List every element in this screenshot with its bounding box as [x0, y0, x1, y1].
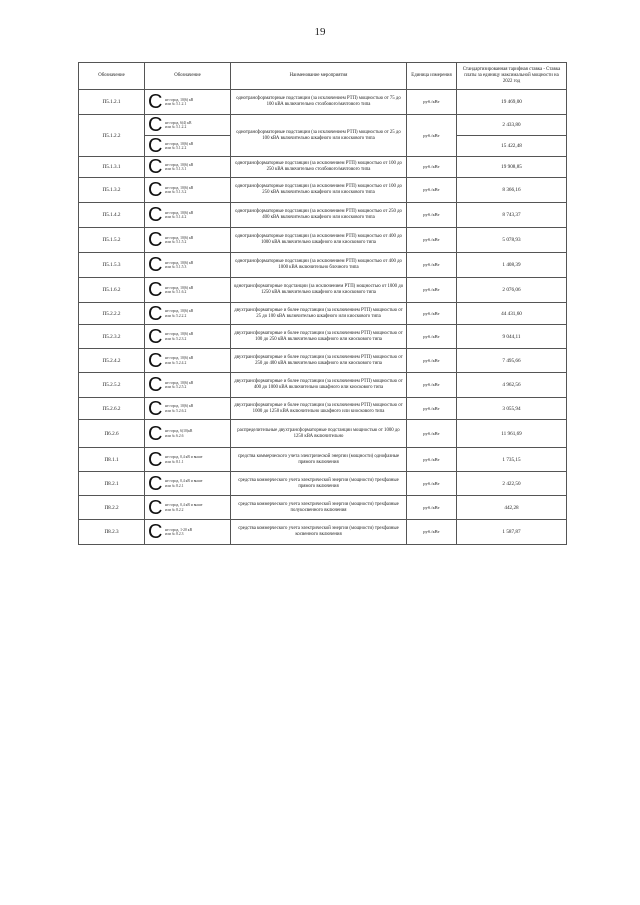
row-code: П5.1.3.1	[79, 157, 145, 178]
row-code: П5.2.5.2	[79, 373, 145, 398]
row-rate-value: 8 743,37	[457, 203, 567, 228]
row-unit: руб./кВт	[407, 520, 457, 545]
row-code: П8.2.1	[79, 472, 145, 496]
table-row	[79, 398, 567, 420]
mark-letter: С	[148, 254, 163, 276]
table-header-row	[79, 63, 567, 90]
row-rate-value: 5 078,93	[457, 228, 567, 253]
row-description: средства коммерческого учета электрической энергии (мощности) трехфазные косвенного включения	[231, 520, 407, 545]
row-rate-value: 11 961,69	[457, 420, 567, 448]
row-code: П5.1.3.2	[79, 178, 145, 203]
row-mark	[145, 420, 231, 448]
mark-letter: С	[148, 496, 163, 519]
mark-line-2: или № 8.2.2	[165, 507, 184, 512]
mark-line-1: не город, 10(6) кВ	[165, 380, 194, 385]
row-unit: руб./кВт	[407, 178, 457, 203]
row-rate-value: 7 495,66	[457, 349, 567, 373]
mark-line-1: не город, 0,4 кВ и выше	[165, 455, 203, 459]
mark-line-1: не город, 10(6) кВ	[165, 97, 194, 102]
row-unit: руб./кВт	[407, 448, 457, 472]
mark-line-1: не город, 10(6) кВ	[165, 210, 194, 215]
mark-line-2: или № 5.2.4.2	[165, 360, 187, 365]
row-code: П8.2.3	[79, 520, 145, 545]
row-rate-value: 2 433,80	[457, 115, 567, 136]
mark-line-2: или № 5.2.2.2	[165, 313, 187, 318]
row-rate-value: 19 469,00	[457, 90, 567, 115]
row-rate-value: 1 408,39	[457, 253, 567, 278]
row-description: однотрансформаторные подстанции (за исключением РТП) мощностью от 400 до 1000 кВА включительно шкафного или киоскового типа	[231, 228, 407, 253]
header-mark: Обозначение	[145, 63, 231, 90]
row-code: П6.2.6	[79, 420, 145, 448]
mark-letter: С	[148, 156, 163, 178]
mark-line-2: или № 5.1.3.2	[165, 190, 187, 194]
row-code: П5.1.2.2	[79, 115, 145, 157]
row-mark	[145, 157, 231, 178]
row-rate-value: 1 735,15	[457, 448, 567, 472]
row-mark	[145, 520, 231, 545]
header-unit: Единица измерения	[407, 63, 457, 90]
table-row	[79, 496, 567, 520]
mark-letter: С	[148, 422, 163, 445]
row-rate-value: 9 044,11	[457, 325, 567, 349]
row-unit: руб./кВт	[407, 90, 457, 115]
row-unit: руб./кВт	[407, 157, 457, 178]
mark-letter: С	[148, 91, 163, 113]
mark-line-2: или № 5.1.2.2	[165, 146, 187, 150]
row-unit: руб./кВт	[407, 253, 457, 278]
mark-letter: С	[148, 349, 163, 372]
row-unit: руб./кВт	[407, 496, 457, 520]
row-rate-value: 19 908,85	[457, 157, 567, 178]
mark-line-1: не город, 1-20 кВ	[165, 527, 193, 532]
mark-line-2: или № 8.1.1	[165, 459, 184, 464]
row-description: однотрансформаторные подстанции (за исключением РТП) мощностью от 250 до 400 кВА включительно шкафного или киоскового типа	[231, 203, 407, 228]
mark-line-2: или № 5.1.6.2	[165, 290, 187, 294]
table-row	[79, 178, 567, 203]
row-mark	[145, 398, 231, 420]
table-row	[79, 472, 567, 496]
table-row	[79, 203, 567, 228]
row-unit: руб./кВт	[407, 203, 457, 228]
row-description: двухтрансформаторные и более подстанции (за исключением РТП) мощностью от 100 до 250 кВА включительно шкафного или киоскового типа	[231, 325, 407, 349]
row-mark	[145, 303, 231, 325]
row-code: П5.2.2.2	[79, 303, 145, 325]
row-description: однотрансформаторные подстанции (за исключением РТП) мощностью от 100 до 250 кВА включительно столбового/мачтового типа	[231, 157, 407, 178]
mark-line-1: не город, 6(10)кВ	[165, 429, 193, 433]
row-mark	[145, 472, 231, 496]
row-rate-value: 15 422,48	[457, 136, 567, 157]
mark-line-1: не город, 10(6) кВ	[165, 260, 194, 265]
mark-letter: С	[148, 397, 163, 420]
row-unit: руб./кВт	[407, 278, 457, 303]
row-mark	[145, 325, 231, 349]
row-rate-value: 2 076,06	[457, 278, 567, 303]
row-mark	[145, 349, 231, 373]
row-mark	[145, 90, 231, 115]
row-rate-value: 2 422,50	[457, 472, 567, 496]
row-unit: руб./кВт	[407, 325, 457, 349]
mark-line-2: или № 5.1.4.2	[165, 215, 187, 219]
row-unit: руб./кВт	[407, 398, 457, 420]
mark-line-2: или № 5.1.2.2	[165, 125, 187, 129]
row-unit: руб./кВт	[407, 115, 457, 157]
tariff-table	[78, 62, 567, 545]
mark-line-1: не город, 10(6) кВ	[165, 141, 194, 146]
mark-line-2: или № 5.2.6.2	[165, 408, 187, 413]
mark-line-2: или № 8.2.3	[165, 532, 184, 536]
row-code: П5.2.4.2	[79, 349, 145, 373]
mark-line-1: не город, 10(6) кВ	[165, 235, 194, 240]
row-unit: руб./кВт	[407, 373, 457, 398]
table-row	[79, 115, 567, 136]
table-row	[79, 349, 567, 373]
mark-letter: С	[148, 114, 163, 136]
mark-line-2: или № 5.1.3.1	[165, 167, 187, 171]
mark-line-1: не город, 0,4 кВ и выше	[165, 503, 203, 507]
row-unit: руб./кВт	[407, 228, 457, 253]
mark-letter: С	[148, 302, 163, 325]
mark-line-1: не город, 10(6) кВ	[165, 356, 194, 360]
mark-line-1: не город, 10(6) кВ	[165, 332, 194, 336]
row-code: П5.2.3.2	[79, 325, 145, 349]
mark-line-2: или № 5.1.2.1	[165, 102, 187, 106]
row-mark	[145, 373, 231, 398]
row-description: однотрансформаторные подстанции (за исключением РТП) мощностью от 1000 до 1250 кВА включительно шкафного или киоскового типа	[231, 278, 407, 303]
mark-line-2: или № 5.1.5.3	[165, 265, 187, 269]
row-mark	[145, 228, 231, 253]
table-row	[79, 420, 567, 448]
table-row	[79, 253, 567, 278]
mark-letter: С	[148, 204, 163, 226]
row-description: двухтрансформаторные и более подстанции (за исключением РТП) мощностью от 1000 до 1250 кВА включительно шкафного или киоскового типа	[231, 398, 407, 420]
row-rate-value: 4 962,56	[457, 373, 567, 398]
row-rate-value: 442,28	[457, 496, 567, 520]
row-mark	[145, 448, 231, 472]
mark-line-2: или № 8.2.1	[165, 483, 184, 488]
row-mark	[145, 203, 231, 228]
table-row	[79, 373, 567, 398]
row-description: средства коммерческого учета электрической энергии (мощности) однофазные прямого включения	[231, 448, 407, 472]
table-row	[79, 303, 567, 325]
row-code: П5.1.5.3	[79, 253, 145, 278]
row-description: двухтрансформаторные и более подстанции (за исключением РТП) мощностью от 25 до 100 кВА включительно шкафного или киоскового типа	[231, 303, 407, 325]
row-description: однотрансформаторные подстанции (за исключением РТП) мощностью от 400 до 1000 кВА включительно блочного типа	[231, 253, 407, 278]
header-code: Обозначение	[79, 63, 145, 90]
mark-line-2: или № 5.2.5.2	[165, 385, 187, 389]
row-description: однотрансформаторные подстанции (за исключением РТП) мощностью от 100 до 250 кВА включительно шкафного или киоскового типа	[231, 178, 407, 203]
mark-letter: С	[148, 374, 163, 396]
row-unit: руб./кВт	[407, 349, 457, 373]
mark-letter: С	[148, 521, 163, 543]
row-description: однотрансформаторные подстанции (за исключением РТП) мощностью от 25 до 100 кВА включительно шкафного или киоскового типа	[231, 115, 407, 157]
row-rate-value: 44 431,60	[457, 303, 567, 325]
row-code: П8.2.2	[79, 496, 145, 520]
mark-line-1: не город, 10(6) кВ	[165, 162, 194, 167]
row-mark	[145, 253, 231, 278]
mark-line-1: не город, 10(6) кВ	[165, 309, 194, 313]
row-code: П5.1.6.2	[79, 278, 145, 303]
table-row	[79, 157, 567, 178]
mark-letter: С	[148, 135, 163, 157]
table-row	[79, 325, 567, 349]
mark-letter: С	[148, 448, 163, 471]
row-code: П5.2.6.2	[79, 398, 145, 420]
row-code: П5.1.4.2	[79, 203, 145, 228]
mark-line-1: не город, 6(4) кВ	[165, 120, 192, 125]
row-mark	[145, 115, 231, 136]
table-row	[79, 520, 567, 545]
row-code: П8.1.1	[79, 448, 145, 472]
row-mark	[145, 178, 231, 203]
row-rate-value: 8 366,16	[457, 178, 567, 203]
row-description: распределительные двухтрансформаторные подстанции мощностью от 1000 до 1250 кВА включительно	[231, 420, 407, 448]
mark-line-1: не город, 10(6) кВ	[165, 185, 194, 190]
row-description: двухтрансформаторные и более подстанции (за исключением РТП) мощностью от 250 до 400 кВА включительно шкафного или киоскового типа	[231, 349, 407, 373]
mark-letter: С	[148, 325, 163, 348]
row-description: средства коммерческого учета электрической энергии (мощности) трехфазные полукосвенного включения	[231, 496, 407, 520]
mark-letter: С	[148, 472, 163, 495]
row-code: П5.1.2.1	[79, 90, 145, 115]
mark-letter: С	[148, 179, 163, 201]
mark-line-2: или № 5.1.5.2	[165, 240, 187, 244]
row-unit: руб./кВт	[407, 472, 457, 496]
row-rate-value: 1 587,87	[457, 520, 567, 545]
row-code: П5.1.5.2	[79, 228, 145, 253]
mark-line-1: не город, 10(6) кВ	[165, 404, 194, 408]
row-mark	[145, 278, 231, 303]
mark-line-1: не город, 10(6) кВ	[165, 285, 194, 290]
table-row	[79, 228, 567, 253]
row-mark	[145, 136, 231, 157]
row-mark	[145, 496, 231, 520]
mark-line-2: или № 5.2.3.2	[165, 336, 187, 341]
row-description: двухтрансформаторные и более подстанции (за исключением РТП) мощностью от 400 до 1000 кВА включительно шкафного или киоскового типа	[231, 373, 407, 398]
row-unit: руб./кВт	[407, 420, 457, 448]
table-row	[79, 278, 567, 303]
header-rate: Стандартизированная тарифная ставка - Ставка платы за единицу максимальной мощности на 2022 год	[457, 63, 567, 90]
header-name: Наименование мероприятия	[231, 63, 407, 90]
row-description: однотрансформаторные подстанции (за исключением РТП) мощностью от 75 до 100 кВА включительно столбового/мачтового типа	[231, 90, 407, 115]
page-number: 19	[314, 26, 326, 38]
mark-line-2: или № 6.2.6	[165, 433, 184, 438]
mark-line-1: не город, 0,4 кВ и выше	[165, 479, 203, 483]
row-rate-value: 3 055,94	[457, 398, 567, 420]
table-body	[79, 90, 567, 545]
mark-letter: С	[148, 229, 163, 251]
table-row	[79, 448, 567, 472]
row-unit: руб./кВт	[407, 303, 457, 325]
table-row	[79, 90, 567, 115]
mark-letter: С	[148, 279, 163, 301]
row-description: средства коммерческого учета электрической энергии (мощности) трехфазные прямого включения	[231, 472, 407, 496]
